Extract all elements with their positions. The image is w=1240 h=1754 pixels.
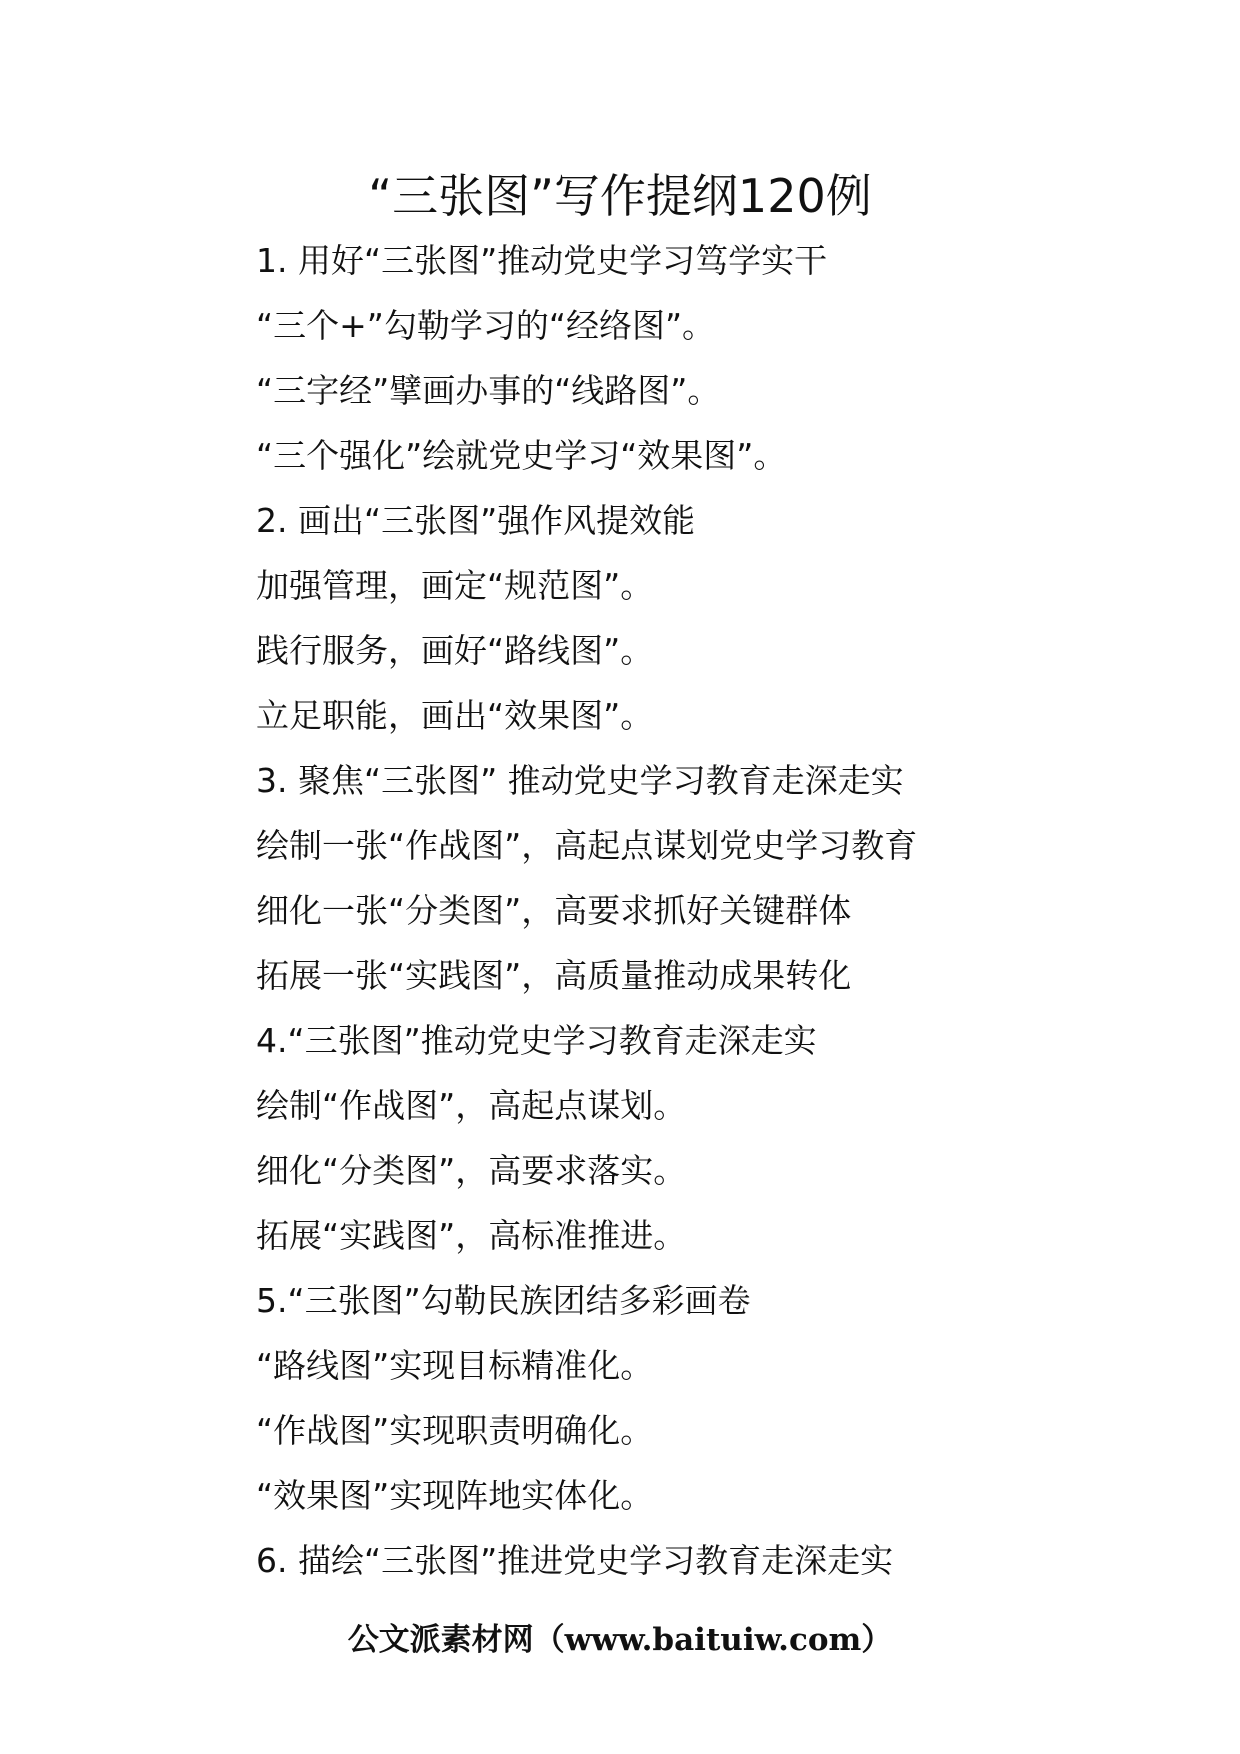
outline-point: 立足职能，画出“效果图”。	[256, 696, 654, 735]
source-footer: 公文派素材网（www.baituiw.com）	[347, 1622, 893, 1658]
outline-point: 拓展一张“实践图”，高质量推动成果转化	[256, 956, 852, 995]
outline-heading: 3. 聚焦“三张图” 推动党史学习教育走深走实	[256, 761, 904, 800]
outline-point: 拓展“实践图”，高标准推进。	[256, 1216, 687, 1255]
outline-heading: 2. 画出“三张图”强作风提效能	[256, 501, 696, 540]
outline-point: “三字经”擘画办事的“线路图”。	[256, 371, 721, 410]
document-title: “三张图”写作提纲120例	[368, 169, 872, 223]
outline-point: “路线图”实现目标精准化。	[256, 1346, 654, 1385]
outline-point: 细化“分类图”，高要求落实。	[256, 1151, 687, 1190]
outline-point: 绘制“作战图”，高起点谋划。	[256, 1086, 687, 1125]
outline-body	[256, 236, 1216, 1601]
outline-point: “效果图”实现阵地实体化。	[256, 1476, 654, 1515]
outline-point: “作战图”实现职责明确化。	[256, 1411, 654, 1450]
outline-point: 践行服务，画好“路线图”。	[256, 631, 654, 670]
outline-heading: 6. 描绘“三张图”推进党史学习教育走深走实	[256, 1541, 894, 1580]
outline-heading: 1. 用好“三张图”推动党史学习笃学实干	[256, 241, 828, 280]
outline-heading: 5.“三张图”勾勒民族团结多彩画卷	[256, 1281, 751, 1320]
outline-point: “三个+”勾勒学习的“经络图”。	[256, 306, 716, 345]
outline-point: 绘制一张“作战图”，高起点谋划党史学习教育	[256, 826, 918, 865]
outline-heading: 4.“三张图”推动党史学习教育走深走实	[256, 1021, 817, 1060]
outline-point: “三个强化”绘就党史学习“效果图”。	[256, 436, 787, 475]
outline-point: 细化一张“分类图”，高要求抓好关键群体	[256, 891, 852, 930]
outline-point: 加强管理，画定“规范图”。	[256, 566, 654, 605]
